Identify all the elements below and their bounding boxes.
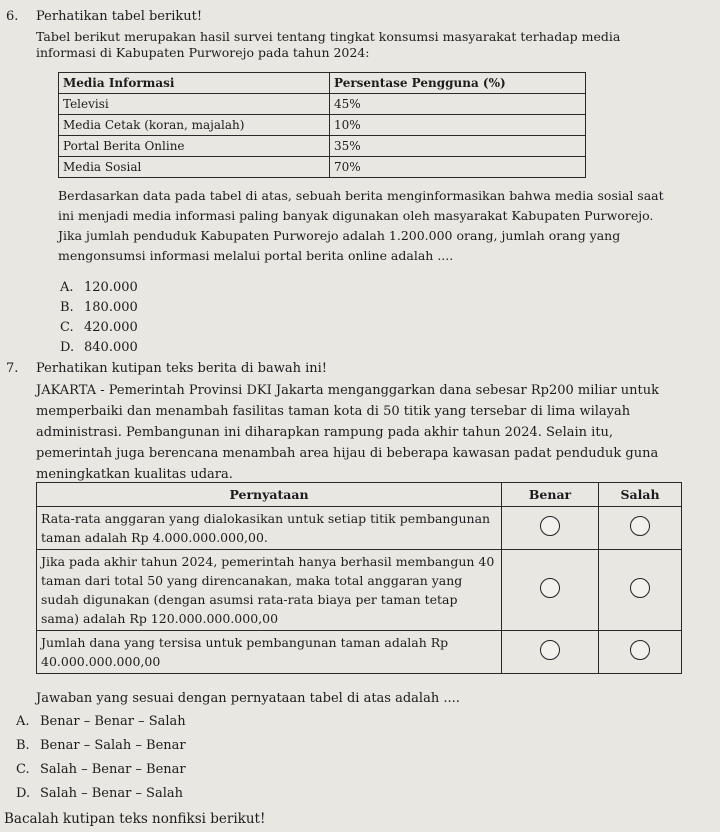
cell-media: Portal Berita Online [59, 136, 330, 157]
option-text: 840.000 [84, 340, 138, 355]
q6-option-a[interactable] [60, 280, 138, 295]
table-row [59, 157, 586, 178]
option-text: Benar – Salah – Benar [40, 738, 186, 753]
option-text: 120.000 [84, 280, 138, 295]
benar-cell [502, 550, 599, 631]
benar-radio-3[interactable] [540, 640, 560, 660]
header-statement: Pernyataan [37, 483, 502, 507]
header-media: Media Informasi [59, 73, 330, 94]
salah-cell [599, 631, 682, 674]
option-text: Benar – Benar – Salah [40, 714, 186, 729]
salah-radio-3[interactable] [630, 640, 650, 660]
cell-percent: 35% [330, 136, 586, 157]
table-row [37, 507, 682, 550]
salah-radio-1[interactable] [630, 516, 650, 536]
statement-1: Rata-rata anggaran yang dialokasikan untuk setiap titik pembangunan taman adalah Rp 4.000.000.000,00. [37, 507, 502, 550]
option-label: B. [16, 738, 30, 753]
table-row [59, 136, 586, 157]
option-label: D. [16, 786, 31, 801]
q7-number: 7. [6, 361, 19, 376]
q7-option-a[interactable] [16, 714, 186, 729]
q6-intro-line1: Tabel berikut merupakan hasil survei tentang tingkat konsumsi masyarakat terhadap media [36, 29, 621, 44]
option-label: A. [16, 714, 30, 729]
option-label: B. [60, 300, 74, 315]
cell-media: Media Cetak (koran, majalah) [59, 115, 330, 136]
q6-option-d[interactable] [60, 340, 138, 355]
table-row [59, 115, 586, 136]
table-header-row [59, 73, 586, 94]
benar-cell [502, 631, 599, 674]
cell-percent: 10% [330, 115, 586, 136]
q6-media-table [58, 72, 586, 178]
benar-radio-1[interactable] [540, 516, 560, 536]
table-header-row [37, 483, 682, 507]
benar-cell [502, 507, 599, 550]
salah-cell [599, 507, 682, 550]
option-label: C. [60, 320, 74, 335]
q7-option-c[interactable] [16, 762, 186, 777]
option-text: Salah – Benar – Salah [40, 786, 183, 801]
benar-radio-2[interactable] [540, 578, 560, 598]
q7-statement-table [36, 482, 682, 674]
table-row [59, 94, 586, 115]
table-row [37, 631, 682, 674]
cell-percent: 45% [330, 94, 586, 115]
statement-3: Jumlah dana yang tersisa untuk pembangunan taman adalah Rp 40.000.000.000,00 [37, 631, 502, 674]
salah-cell [599, 550, 682, 631]
option-label: D. [60, 340, 75, 355]
cell-media: Televisi [59, 94, 330, 115]
header-salah: Salah [599, 483, 682, 507]
q6-intro-line2: informasi di Kabupaten Purworejo pada tahun 2024: [36, 45, 370, 60]
header-percent: Persentase Pengguna (%) [330, 73, 586, 94]
q6-option-c[interactable] [60, 320, 138, 335]
option-label: A. [60, 280, 74, 295]
q6-body: Berdasarkan data pada tabel di atas, sebuah berita menginformasikan bahwa media sosial saat ini menjadi media informasi paling banyak digunakan oleh masyarakat Kabupaten Purworejo. Jika jumlah penduduk Kabupaten Purworejo adalah 1.200.000 orang, jumlah orang yang mengonsumsi informasi melalui portal berita online adalah .... [58, 188, 664, 263]
statement-2: Jika pada akhir tahun 2024, pemerintah hanya berhasil membangun 40 taman dari total 50 yang direncanakan, maka total anggaran yang sudah digunakan (dengan asumsi rata-rata biaya per taman tetap sama) adalah Rp 120.000.000.000,00 [37, 550, 502, 631]
option-text: 180.000 [84, 300, 138, 315]
option-text: 420.000 [84, 320, 138, 335]
table-row [37, 550, 682, 631]
header-benar: Benar [502, 483, 599, 507]
q6-title: Perhatikan tabel berikut! [36, 9, 203, 24]
option-label: C. [16, 762, 30, 777]
q7-answer-prompt: Jawaban yang sesuai dengan pernyataan tabel di atas adalah .... [36, 691, 460, 706]
cell-percent: 70% [330, 157, 586, 178]
q7-title: Perhatikan kutipan teks berita di bawah ini! [36, 361, 327, 376]
q7-body: JAKARTA - Pemerintah Provinsi DKI Jakarta menganggarkan dana sebesar Rp200 miliar untuk memperbaiki dan menambah fasilitas taman kota di 50 titik yang tersebar di lima wilayah administrasi. Pembangunan ini diharapkan rampung pada akhir tahun 2024. Selain itu, pemerintah juga berencana menambah area hijau di beberapa kawasan padat penduduk guna meningkatkan kualitas udara. [36, 383, 660, 482]
q7-option-b[interactable] [16, 738, 186, 753]
option-text: Salah – Benar – Benar [40, 762, 186, 777]
footer-instruction: Bacalah kutipan teks nonfiksi berikut! [4, 811, 266, 827]
salah-radio-2[interactable] [630, 578, 650, 598]
cell-media: Media Sosial [59, 157, 330, 178]
q6-option-b[interactable] [60, 300, 138, 315]
q7-option-d[interactable] [16, 786, 183, 801]
q6-number: 6. [6, 9, 19, 24]
